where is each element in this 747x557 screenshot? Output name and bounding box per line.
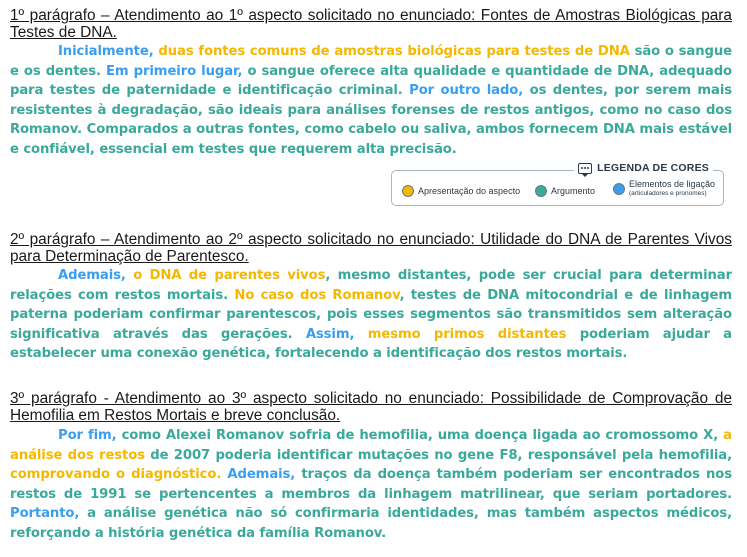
argument-text: , testes de DNA mitocondrial e de linhagem paterna poderiam confirmar parentescos, pois esses segmentos são transmitidos sem alteração significativa através das gerações. [10,287,732,342]
link-word: Ademais, [221,467,296,482]
legend-item-sublabel: (articuladores e pronomes) [629,190,707,197]
link-word: Portanto, [10,506,80,521]
argument-text: , mesmo distantes, pode ser crucial para determinar relações com restos mortais. [10,268,732,303]
paragraph-1-text [10,42,732,159]
argument-text: de 2007 poderia identificar mutações no gene F8, responsável pela hemofilia, [144,447,733,463]
aspect-presentation: comprovando o diagnóstico. [10,467,222,482]
legend-item-ligacao [613,180,715,198]
argument-text: traços da doença também poderiam ser encontrados nos restos de 1991 se pertencentes a membros da linhagem matrilinear, que seriam portadores. [10,467,732,502]
legend-title [574,162,713,174]
link-word: Assim, [305,326,355,342]
link-word: Em primeiro lugar, [106,63,243,79]
aspect-presentation: duas fontes comuns de amostras biológicas para testes de DNA [153,44,630,59]
legend-item-label: Argumento [551,186,596,196]
yellow-dot-icon [402,185,414,197]
link-word: Por outro lado, [409,83,524,98]
paragraph-2-text [10,266,732,364]
aspect-presentation: mesmo primos distantes [354,326,567,342]
link-word: Inicialmente, [58,44,154,59]
legend-item-label: Elementos de ligação [629,179,716,189]
paragraph-3-text [10,426,732,543]
legend-item-label: Apresentação do aspecto [418,186,521,196]
paragraph-3-heading: 3º parágrafo - Atendimento ao 3º aspecto solicitado no enunciado: Possibilidade de Comprovação de Hemofilia em Restos Mortais e breve conclusão. [10,390,732,424]
aspect-presentation: o DNA de parentes vivos [125,268,326,283]
blue-dot-icon [613,183,625,195]
teal-dot-icon [535,185,547,197]
argument-text: os dentes, por serem mais resistentes à degradação, são ideais para análises forenses de restos antigos, como no caso dos Romanov. Comparados a outras fontes, como cabelo ou saliva, ambos fornecem DNA mais estável e confiável, essencial em testes que requerem alta precisão. [10,83,732,157]
argument-text: como Alexei Romanov sofria de hemofilia, uma doença ligada ao cromossomo X, [116,428,724,443]
link-word: Ademais, [58,268,126,283]
link-word: Por fim, [58,428,117,443]
legend-title-text: LEGENDA DE CORES [597,162,709,174]
argument-text: poderiam ajudar a estabelecer uma conexão genética, fortalecendo a identificação dos restos mortais. [10,326,732,361]
argument-text: o sangue oferece alta qualidade e quantidade de DNA, adequado para testes de paternidade e identificação criminal. [10,63,732,98]
paragraph-1-heading: 1º parágrafo – Atendimento ao 1º aspecto solicitado no enunciado: Fontes de Amostras Biológicas para Testes de DNA. [10,7,732,41]
aspect-presentation: a análise dos restos [10,428,732,463]
paragraph-2-heading: 2º parágrafo – Atendimento ao 2º aspecto solicitado no enunciado: Utilidade do DNA de Parentes Vivos para Determinação de Parentesco. [10,231,732,265]
color-legend [391,162,724,206]
legend-item-apresentacao [402,185,520,197]
aspect-presentation: No caso dos Romanov [234,287,400,303]
argument-text: são o sangue e os dentes. [10,44,732,79]
argument-text: a análise genética não só confirmaria identidades, mas também aspectos médicos, reforçando a história genética da família Romanov. [10,506,732,541]
legend-item-argumento [535,185,595,197]
chat-bubble-icon [578,163,592,174]
